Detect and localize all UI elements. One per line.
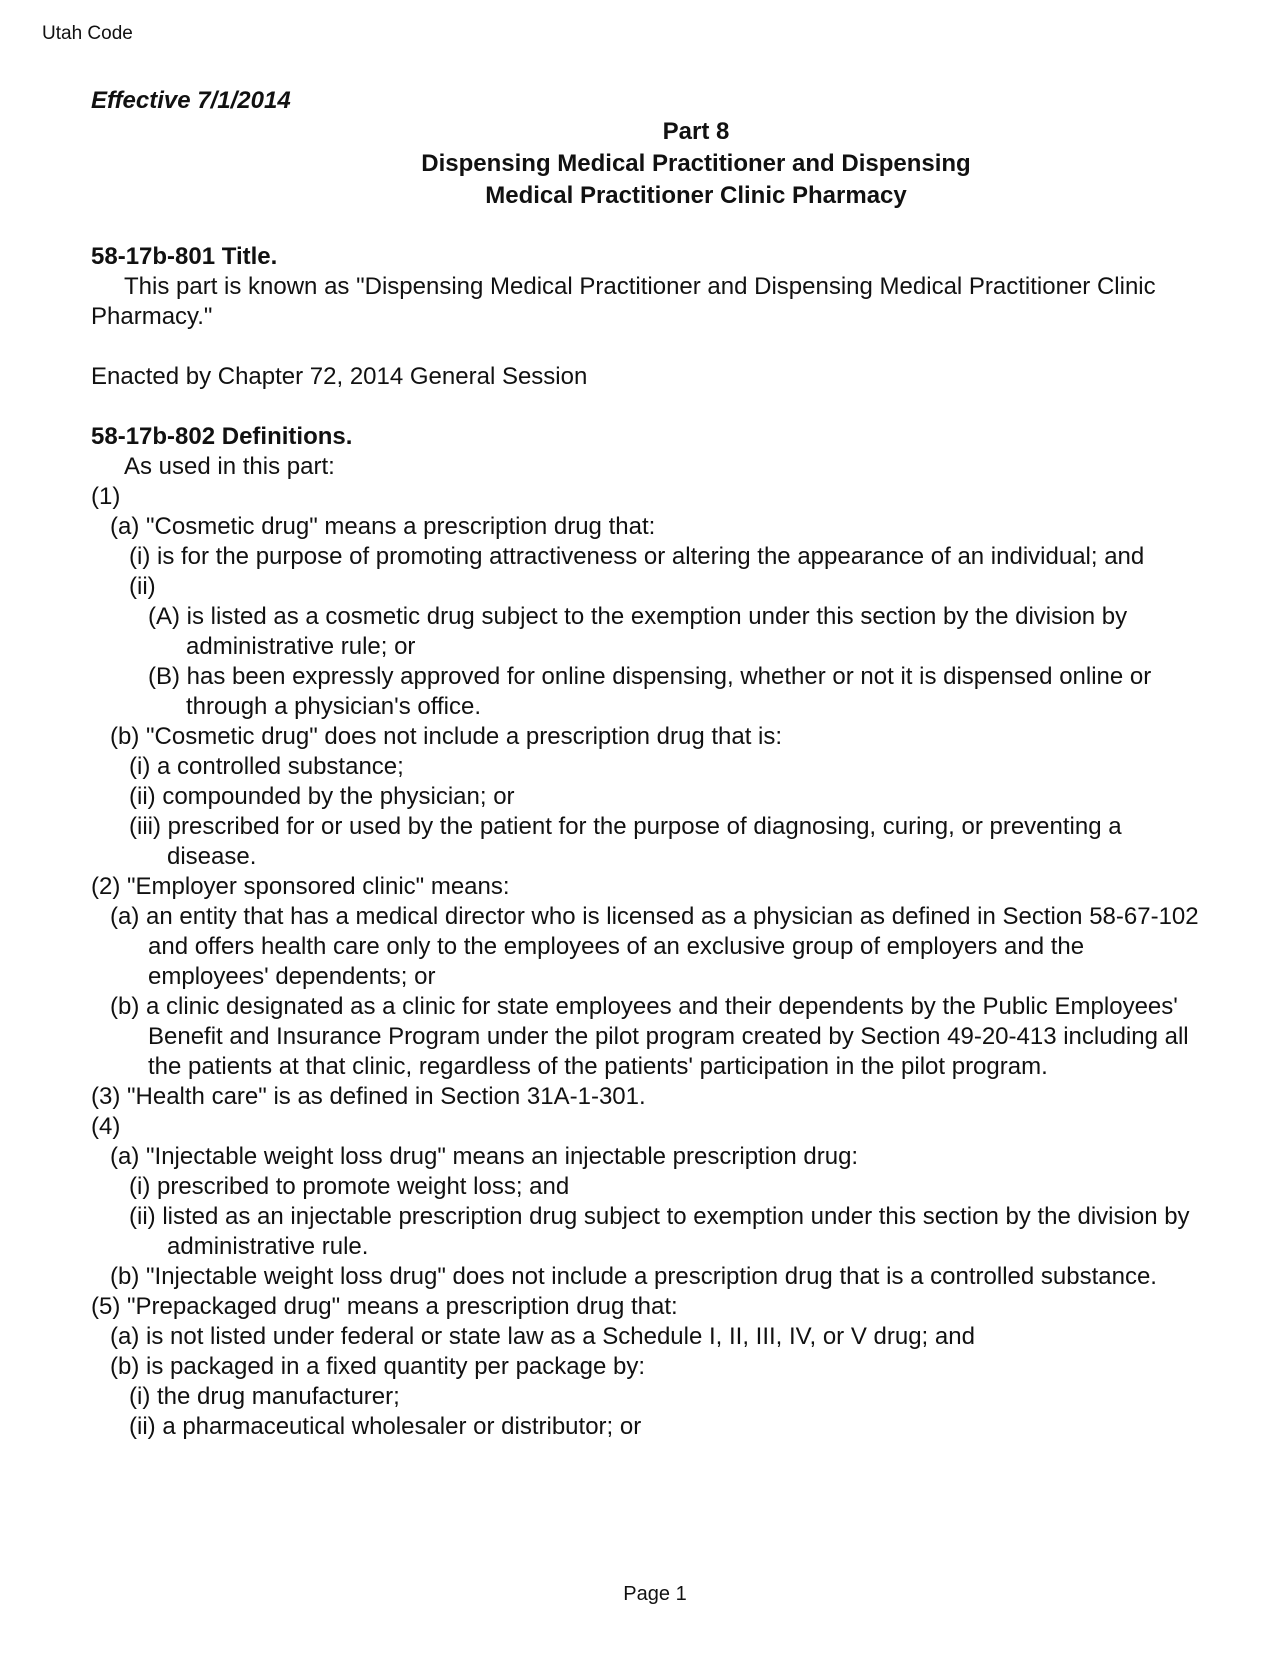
part-title-line-2: Medical Practitioner Clinic Pharmacy <box>485 182 907 209</box>
section-802-heading: 58-17b-802 Definitions. <box>91 423 353 450</box>
definition-line: (a) is not listed under federal or state law as a Schedule I, II, III, IV, or V drug; and <box>110 1323 975 1350</box>
definition-line: (b) "Cosmetic drug" does not include a prescription drug that is: <box>110 723 783 750</box>
definition-line: (b) is packaged in a fixed quantity per package by: <box>110 1353 645 1380</box>
section-801-history: Enacted by Chapter 72, 2014 General Session <box>91 363 588 390</box>
definition-line: (i) prescribed to promote weight loss; and <box>129 1173 570 1200</box>
definition-line: (a) an entity that has a medical director who is licensed as a physician as defined in Section 58-67-102 and offers health care only to the employees of an exclusive group of employers and the employees' dependents; or <box>110 903 1199 990</box>
definition-line: (3) "Health care" is as defined in Section 31A-1-301. <box>91 1083 646 1110</box>
spacer <box>91 212 1211 242</box>
section-802-intro: As used in this part: <box>124 453 335 480</box>
definition-line: (i) the drug manufacturer; <box>129 1383 400 1410</box>
definition-line: (2) "Employer sponsored clinic" means: <box>91 873 510 900</box>
definition-line: (4) <box>91 1113 121 1140</box>
definition-line: (ii) compounded by the physician; or <box>129 783 515 810</box>
effective-date: Effective 7/1/2014 <box>91 87 291 114</box>
part-title-line-1: Dispensing Medical Practitioner and Dispensing <box>421 150 971 177</box>
document-body <box>91 86 1211 1442</box>
section-801-heading: 58-17b-801 Title. <box>91 243 278 270</box>
definition-line: (ii) a pharmaceutical wholesaler or distributor; or <box>129 1413 642 1440</box>
spacer <box>91 332 1211 362</box>
definition-list <box>91 482 1211 1442</box>
definition-line: (i) is for the purpose of promoting attractiveness or altering the appearance of an individual; and <box>129 543 1145 570</box>
definition-line: (5) "Prepackaged drug" means a prescription drug that: <box>91 1293 678 1320</box>
definition-line: (ii) listed as an injectable prescription drug subject to exemption under this section by the division by administrative rule. <box>129 1203 1190 1260</box>
definition-line: (i) a controlled substance; <box>129 753 404 780</box>
page-number: Page 1 <box>623 1583 687 1605</box>
definition-line: (iii) prescribed for or used by the patient for the purpose of diagnosing, curing, or preventing a disease. <box>129 813 1122 870</box>
part-number: Part 8 <box>662 118 730 145</box>
definition-line: (1) <box>91 483 121 510</box>
definition-line: (B) has been expressly approved for online dispensing, whether or not it is dispensed online or through a physician's office. <box>148 663 1152 720</box>
section-801-body: This part is known as "Dispensing Medical Practitioner and Dispensing Medical Practitioner Clinic Pharmacy." <box>91 273 1156 330</box>
spacer <box>91 392 1211 422</box>
running-header: Utah Code <box>42 23 133 44</box>
definition-line: (A) is listed as a cosmetic drug subject to the exemption under this section by the division by administrative rule; or <box>148 603 1128 660</box>
definition-line: (a) "Injectable weight loss drug" means an injectable prescription drug: <box>110 1143 859 1170</box>
definition-line: (a) "Cosmetic drug" means a prescription drug that: <box>110 513 656 540</box>
definition-line: (b) a clinic designated as a clinic for state employees and their dependents by the Public Employees' Benefit and Insurance Program under the pilot program created by Section 49-20-413 including all the patients at that clinic, regardless of the patients' participation in the pilot program. <box>110 993 1189 1080</box>
definition-line: (ii) <box>129 573 156 600</box>
definition-line: (b) "Injectable weight loss drug" does not include a prescription drug that is a controlled substance. <box>110 1263 1157 1290</box>
